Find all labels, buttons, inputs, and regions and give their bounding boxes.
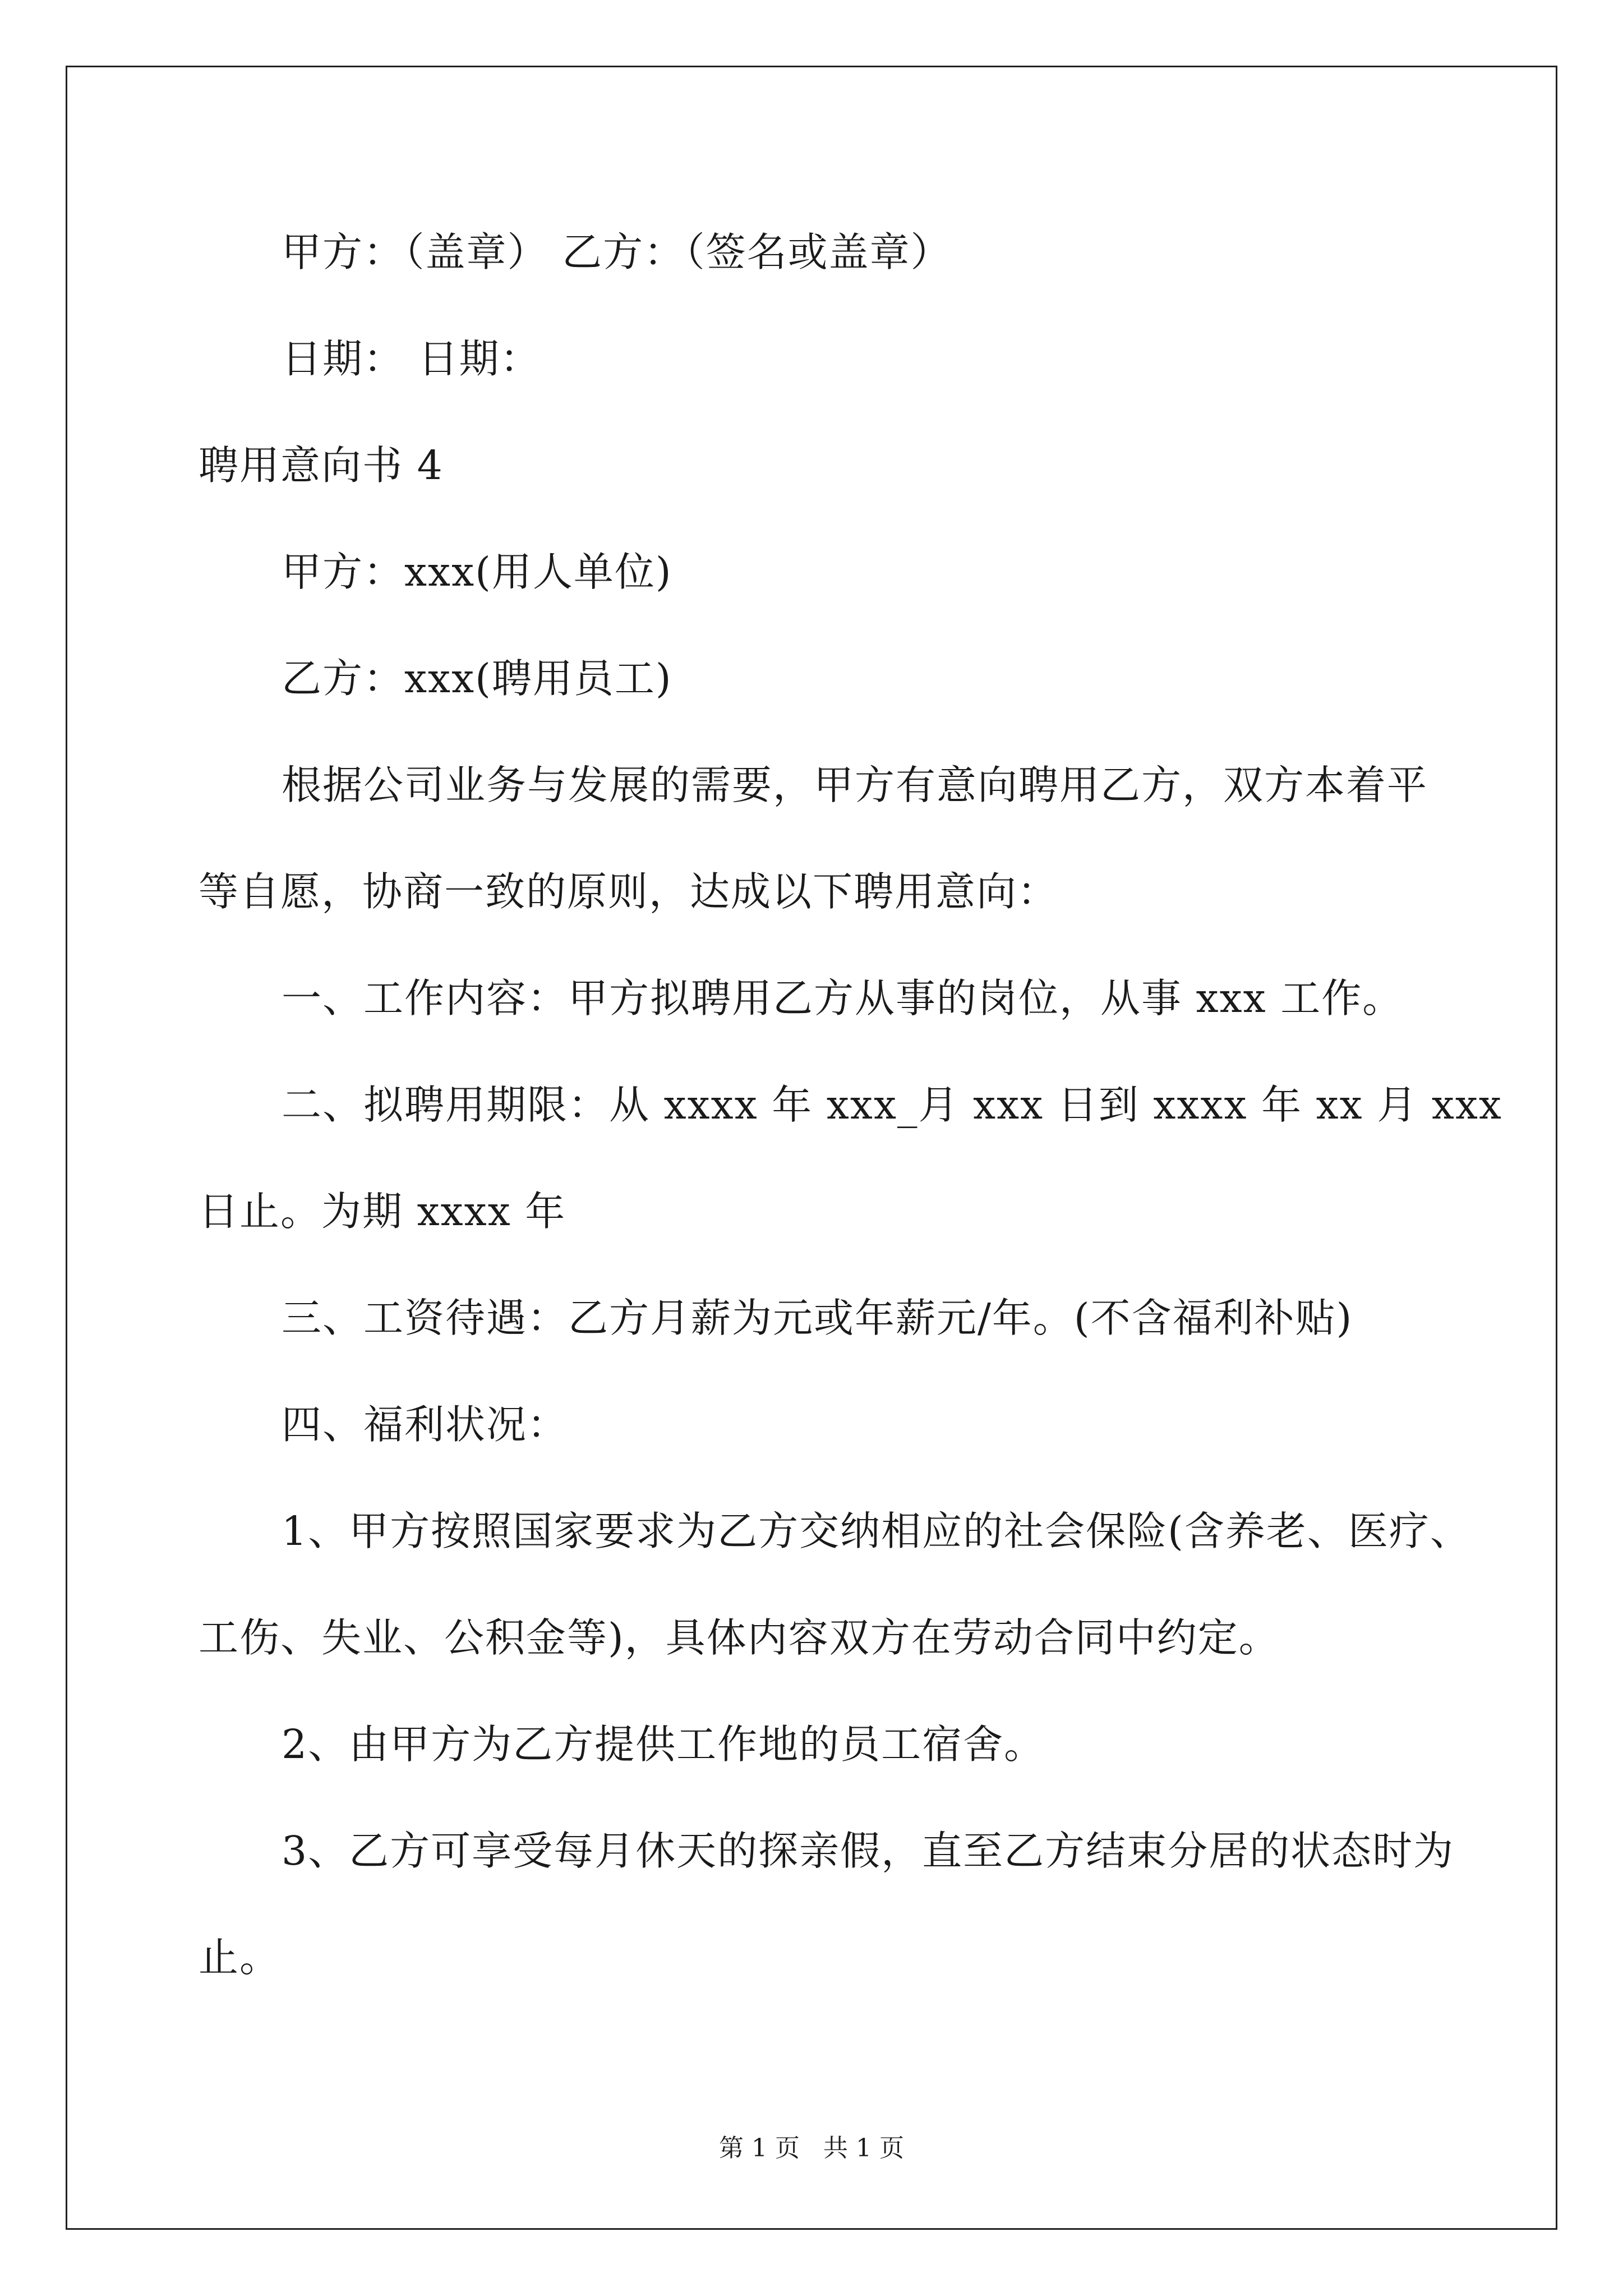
clause-line: 2、由甲方为乙方提供工作地的员工宿舍。 — [282, 1721, 1045, 1768]
clause-line: 一、工作内容：甲方拟聘用乙方从事的岗位，从事 xxx 工作。 — [282, 975, 1404, 1022]
date-line: 日期： 日期： — [282, 335, 541, 382]
clause-heading: 四、福利状况： — [282, 1401, 569, 1448]
paragraph-line: 等自愿，协商一致的原则，达成以下聘用意向： — [199, 868, 1059, 915]
clause-line: 日止。为期 xxxx 年 — [199, 1188, 566, 1235]
section-title: 聘用意向书 4 — [199, 442, 444, 489]
clause-line: 二、拟聘用期限：从 xxxx 年 xxx_月 xxx 日到 xxxx 年 xx 月 xxx — [282, 1082, 1502, 1128]
clause-line: 工伤、失业、公积金等)，具体内容双方在劳动合同中约定。 — [199, 1614, 1280, 1661]
clause-line: 3、乙方可享受每月休天的探亲假，直至乙方结束分居的状态时为 — [282, 1828, 1455, 1874]
clause-line: 止。 — [199, 1934, 281, 1981]
paragraph-line: 根据公司业务与发展的需要，甲方有意向聘用乙方，双方本着平 — [282, 762, 1428, 808]
signature-line: 甲方：（盖章） 乙方：（签名或盖章） — [282, 229, 952, 275]
clause-line: 1、甲方按照国家要求为乙方交纳相应的社会保险(含养老、医疗、 — [282, 1508, 1471, 1554]
page-footer: 第 1 页 共 1 页 — [719, 2134, 904, 2162]
party-b-line: 乙方：xxx(聘用员工) — [282, 655, 672, 702]
page-border — [66, 66, 1557, 2230]
clause-line: 三、工资待遇：乙方月薪为元或年薪元/年。(不含福利补贴) — [282, 1295, 1353, 1341]
party-a-line: 甲方：xxx(用人单位) — [282, 549, 672, 595]
